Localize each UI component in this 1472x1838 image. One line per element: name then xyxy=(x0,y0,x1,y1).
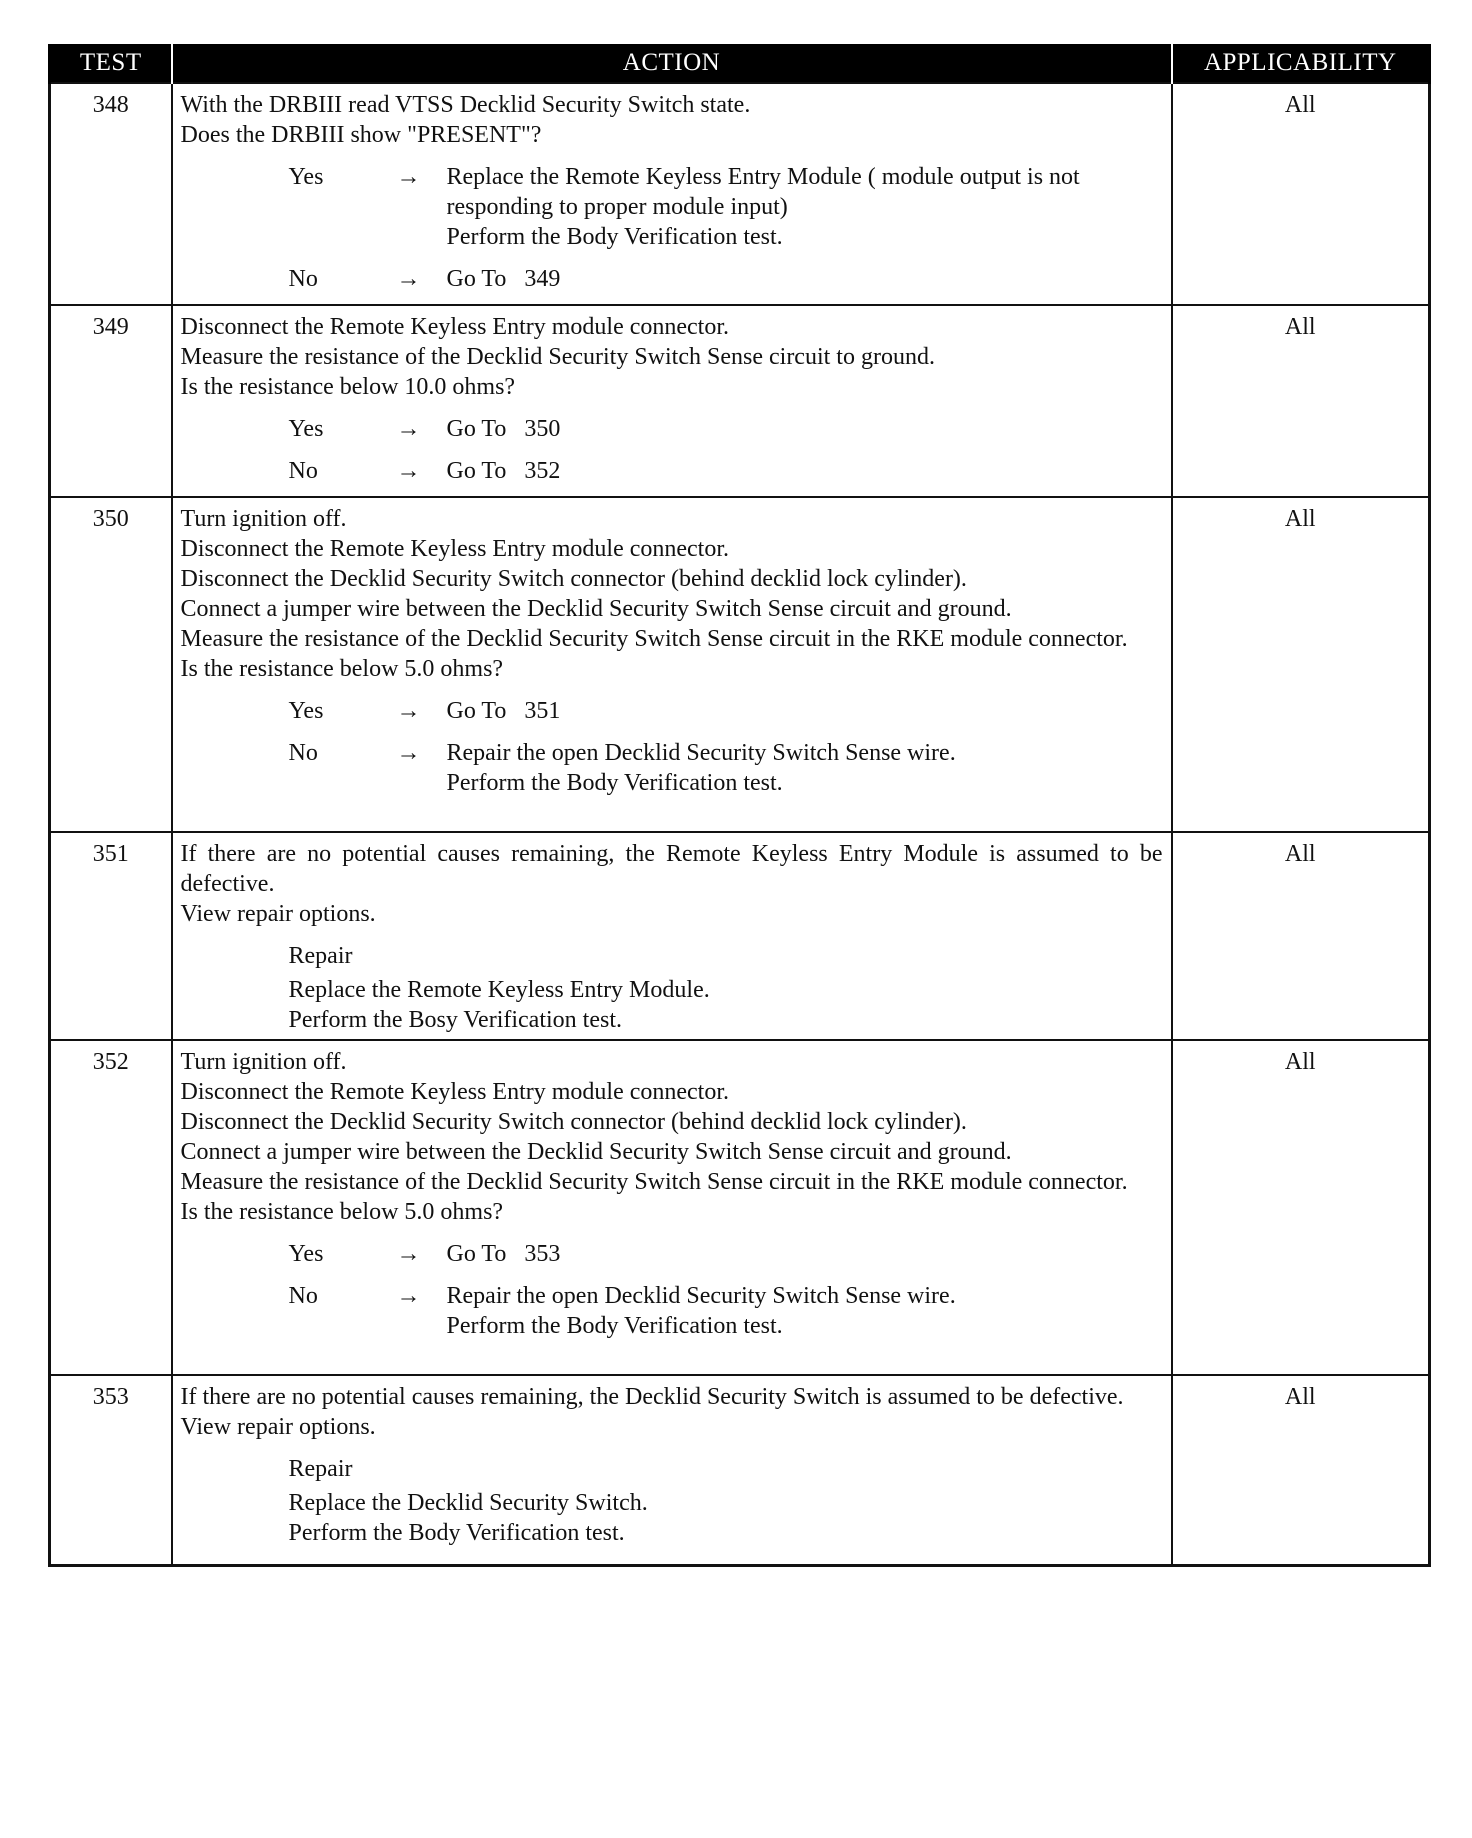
action-step: Disconnect the Remote Keyless Entry module connector. xyxy=(180,536,730,562)
repair-step: Perform the Bosy Verification test. xyxy=(288,1007,622,1033)
header-action: ACTION xyxy=(172,44,1172,83)
action-cell xyxy=(172,497,1172,832)
action-cell xyxy=(172,83,1172,305)
option-label: No xyxy=(288,266,318,292)
answer-options xyxy=(181,414,1163,486)
option-yes xyxy=(181,162,1163,252)
test-number: 349 xyxy=(50,305,172,497)
action-step: Turn ignition off. xyxy=(180,506,347,532)
action-step: Disconnect the Decklid Security Switch connector (behind decklid lock cylinder). xyxy=(180,566,967,592)
option-label: Yes xyxy=(288,698,324,724)
answer-options xyxy=(181,1239,1163,1341)
result-line: Perform the Body Verification test. xyxy=(446,770,783,796)
action-step: Measure the resistance of the Decklid Security Switch Sense circuit to ground. xyxy=(180,344,935,370)
action-step: Measure the resistance of the Decklid Security Switch Sense circuit in the RKE module connector. xyxy=(180,626,1128,652)
goto-text: Go To xyxy=(446,416,507,442)
action-step: Is the resistance below 5.0 ohms? xyxy=(180,1199,504,1225)
goto-test-number: 350 xyxy=(524,416,561,442)
action-step: Turn ignition off. xyxy=(180,1049,347,1075)
test-number: 348 xyxy=(50,83,172,305)
option-label: No xyxy=(288,1283,318,1309)
action-cell xyxy=(172,1375,1172,1565)
goto-text: Go To xyxy=(446,266,507,292)
arrow-icon: → xyxy=(396,458,421,484)
goto-test-number: 349 xyxy=(524,266,561,292)
result-line: Perform the Body Verification test. xyxy=(446,224,783,250)
result-line: Perform the Body Verification test. xyxy=(446,1313,783,1339)
repair-step: Replace the Decklid Security Switch. xyxy=(288,1490,648,1516)
option-result xyxy=(447,696,1163,726)
repair-steps xyxy=(181,975,1163,1035)
arrow-icon: → xyxy=(396,164,421,190)
goto-test-number: 351 xyxy=(524,698,561,724)
goto-text: Go To xyxy=(446,698,507,724)
goto-test-number: 353 xyxy=(524,1241,561,1267)
answer-options xyxy=(181,162,1163,294)
goto-text: Go To xyxy=(446,1241,507,1267)
action-step: Connect a jumper wire between the Decklid Security Switch Sense circuit and ground. xyxy=(180,1139,1012,1165)
result-line: Replace the Remote Keyless Entry Module ( module output is not xyxy=(446,164,1080,190)
applicability-value: All xyxy=(1172,1040,1430,1375)
result-line: Repair the open Decklid Security Switch Sense wire. xyxy=(446,740,956,766)
option-no xyxy=(181,264,1163,294)
action-step: Disconnect the Remote Keyless Entry module connector. xyxy=(180,314,730,340)
action-step: Is the resistance below 10.0 ohms? xyxy=(180,374,516,400)
option-result xyxy=(447,414,1163,444)
repair-steps xyxy=(181,1488,1163,1548)
action-step: Does the DRBIII show "PRESENT"? xyxy=(180,122,542,148)
action-step: Disconnect the Decklid Security Switch connector (behind decklid lock cylinder). xyxy=(180,1109,967,1135)
table-row xyxy=(50,497,1430,832)
option-no xyxy=(181,456,1163,486)
option-label: Yes xyxy=(288,416,324,442)
action-step: View repair options. xyxy=(180,901,376,927)
option-result xyxy=(447,162,1163,252)
option-label: No xyxy=(288,740,318,766)
table-body xyxy=(50,83,1430,1565)
goto-text: Go To xyxy=(446,458,507,484)
option-result xyxy=(447,1281,1163,1341)
action-step: Measure the resistance of the Decklid Security Switch Sense circuit in the RKE module connector. xyxy=(180,1169,1128,1195)
test-number: 351 xyxy=(50,832,172,1040)
action-step: If there are no potential causes remaining, the Decklid Security Switch is assumed to be defective. xyxy=(180,1384,1124,1410)
applicability-value: All xyxy=(1172,1375,1430,1565)
arrow-icon: → xyxy=(396,698,421,724)
repair-label: Repair xyxy=(288,1456,353,1482)
action-step: Disconnect the Remote Keyless Entry module connector. xyxy=(180,1079,730,1105)
repair-step: Replace the Remote Keyless Entry Module. xyxy=(288,977,710,1003)
option-label: Yes xyxy=(288,164,324,190)
answer-options xyxy=(181,696,1163,798)
table-row xyxy=(50,832,1430,1040)
option-yes xyxy=(181,1239,1163,1269)
applicability-value: All xyxy=(1172,305,1430,497)
applicability-value: All xyxy=(1172,497,1430,832)
repair-step: Perform the Body Verification test. xyxy=(288,1520,625,1546)
option-label: No xyxy=(288,458,318,484)
arrow-icon: → xyxy=(396,1283,421,1309)
option-result xyxy=(447,1239,1163,1269)
option-result xyxy=(447,264,1163,294)
option-no xyxy=(181,1281,1163,1341)
option-no xyxy=(181,738,1163,798)
result-line: Repair the open Decklid Security Switch Sense wire. xyxy=(446,1283,956,1309)
header-applicability: APPLICABILITY xyxy=(1172,44,1430,83)
table-header xyxy=(50,44,1430,83)
diagnostic-test-table xyxy=(48,44,1431,1567)
result-line: responding to proper module input) xyxy=(446,194,788,220)
test-number: 350 xyxy=(50,497,172,832)
option-label: Yes xyxy=(288,1241,324,1267)
applicability-value: All xyxy=(1172,83,1430,305)
applicability-value: All xyxy=(1172,832,1430,1040)
action-cell xyxy=(172,832,1172,1040)
action-step: Connect a jumper wire between the Decklid Security Switch Sense circuit and ground. xyxy=(180,596,1012,622)
action-cell xyxy=(172,305,1172,497)
option-yes xyxy=(181,414,1163,444)
test-number: 353 xyxy=(50,1375,172,1565)
action-step: View repair options. xyxy=(180,1414,376,1440)
test-number: 352 xyxy=(50,1040,172,1375)
option-result xyxy=(447,456,1163,486)
option-result xyxy=(447,738,1163,798)
header-test: TEST xyxy=(50,44,172,83)
action-cell xyxy=(172,1040,1172,1375)
table-row xyxy=(50,1375,1430,1565)
arrow-icon: → xyxy=(396,266,421,292)
action-step: With the DRBIII read VTSS Decklid Security Switch state. xyxy=(180,92,751,118)
arrow-icon: → xyxy=(396,1241,421,1267)
table-row xyxy=(50,1040,1430,1375)
repair-label: Repair xyxy=(288,943,353,969)
option-yes xyxy=(181,696,1163,726)
arrow-icon: → xyxy=(396,740,421,766)
goto-test-number: 352 xyxy=(524,458,561,484)
action-step: Is the resistance below 5.0 ohms? xyxy=(180,656,504,682)
arrow-icon: → xyxy=(396,416,421,442)
table-row xyxy=(50,83,1430,305)
table-row xyxy=(50,305,1430,497)
action-step: If there are no potential causes remaining, the Remote Keyless Entry Module is assumed to be defective. xyxy=(180,841,1163,897)
